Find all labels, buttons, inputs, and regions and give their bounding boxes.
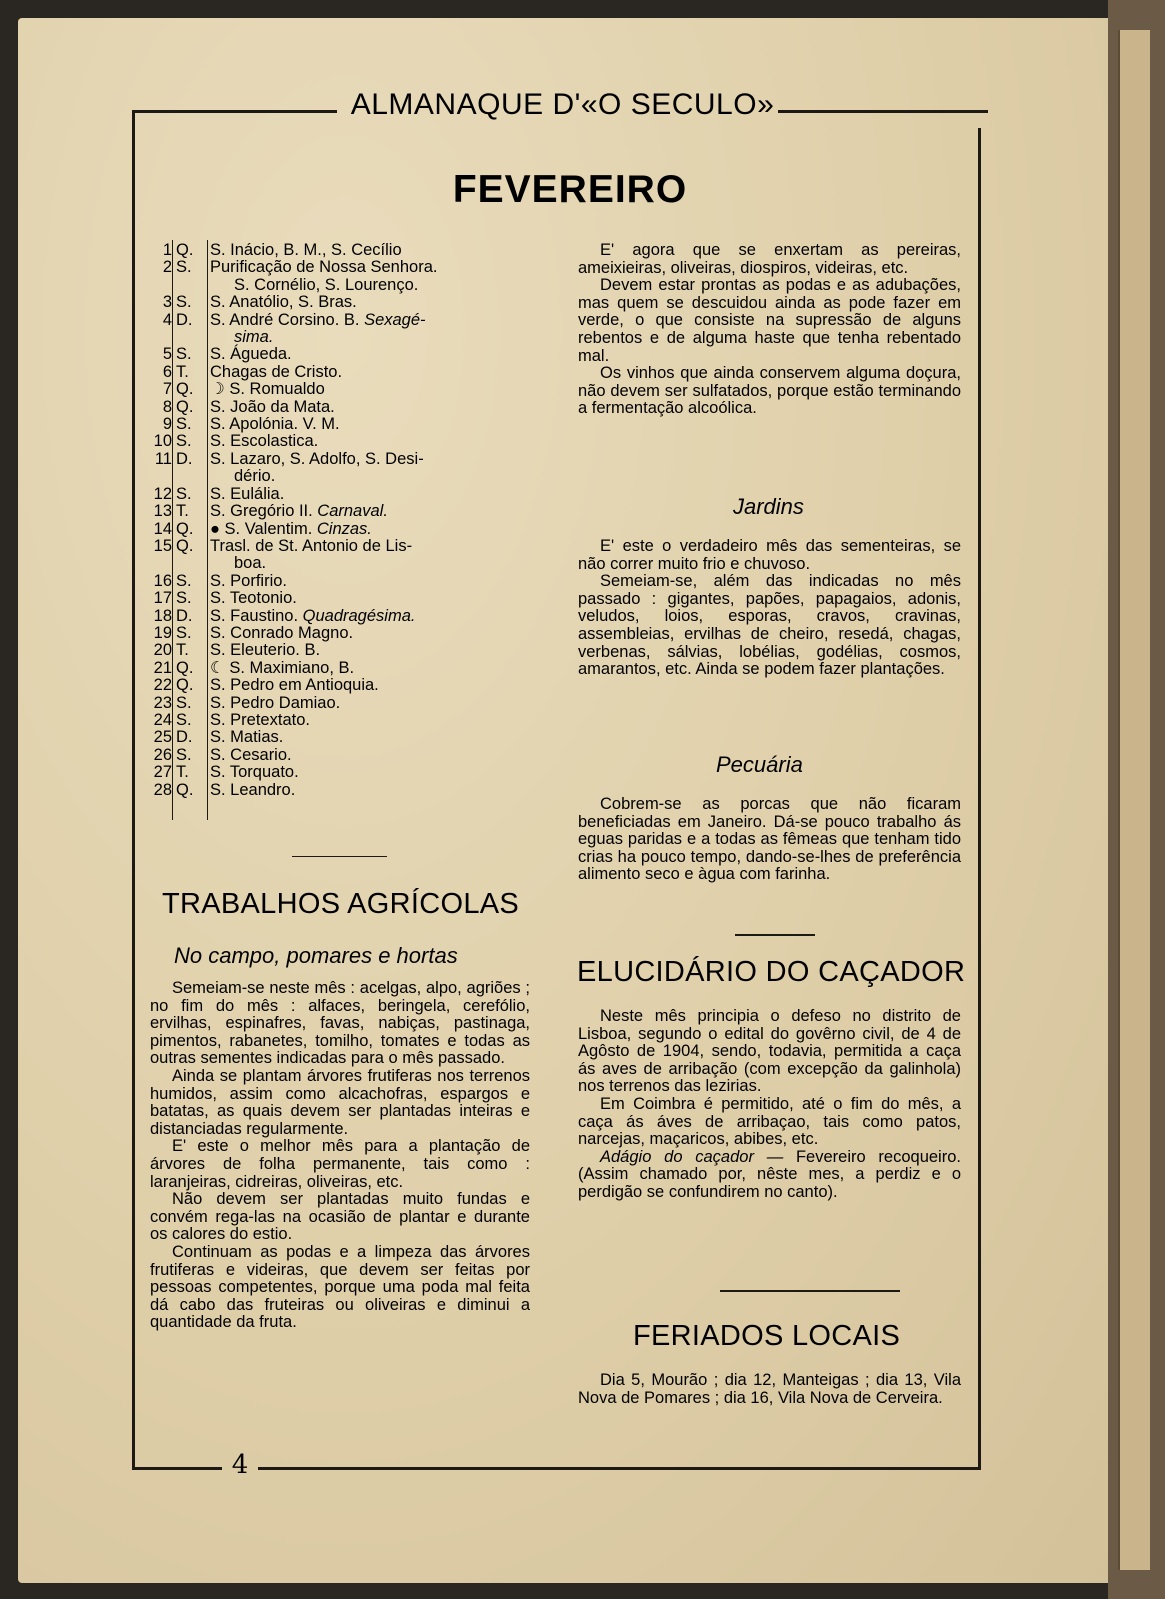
saint-text: S. Pedro em Antioquia. [210, 676, 379, 695]
jardins-heading: Jardins [733, 494, 804, 519]
section-rule [292, 856, 387, 857]
calendar-row [148, 521, 543, 538]
calendar-row [148, 782, 543, 799]
paragraph: Não devem ser plantadas muito fundas e convém rega-las na ocasião de plantar e durante os calores do estio. [150, 1190, 530, 1244]
day-number: 12 [153, 484, 172, 503]
saint-text: S. Torquato. [210, 763, 299, 782]
weekday-letter: T. [176, 763, 189, 782]
saint-continuation: sima. [234, 328, 274, 347]
feast-name: Quadragésima. [302, 606, 416, 625]
saint-text: S. Leandro. [210, 780, 296, 799]
saint-entry [210, 381, 543, 398]
calendar-row [148, 625, 543, 642]
calendar-row [148, 660, 543, 677]
saint-entry [210, 503, 543, 520]
calendar-row [148, 503, 543, 520]
page-number: 4 [231, 1450, 249, 1480]
adagio-label: Adágio do caçador — [600, 1147, 784, 1166]
paragraph: E' este o melhor mês para a plantação de árvores de folha permanente, tais como : laranjeiras, cidreiras, oliveiras, etc. [150, 1137, 530, 1191]
day-number: 6 [162, 362, 172, 381]
saint-entry [210, 729, 543, 746]
saint-text: S. André Corsino. B. [210, 310, 365, 329]
frame-rule [132, 1467, 222, 1470]
weekday-letter: T. [176, 362, 189, 381]
paragraph: Devem estar prontas as podas e as adubações, mas quem se descuidou ainda as pode fazer em verde, o que consiste na supressão de alguns rebentos e de alguma haste que tenha rebentado mal. [578, 276, 961, 365]
saint-continuation: dério. [234, 467, 276, 486]
saint-entry [210, 608, 543, 625]
day-number: 13 [153, 502, 172, 521]
weekday-letter: S. [176, 432, 192, 451]
weekday-letter: S. [176, 745, 192, 764]
weekday-letter: D. [176, 449, 193, 468]
day-number: 25 [153, 728, 172, 747]
calendar-row [148, 729, 543, 746]
saint-text: S. Lazaro, S. Adolfo, S. Desi- [210, 449, 424, 468]
weekday-letter: Q. [176, 780, 194, 799]
saint-entry [210, 538, 543, 555]
intro-paragraphs [578, 242, 961, 418]
calendar-row [148, 294, 543, 311]
day-number: 27 [153, 763, 172, 782]
calendar-row [148, 764, 543, 781]
frame-rule [132, 110, 135, 1470]
calendar-row [148, 486, 543, 503]
jardins-paragraphs [578, 538, 961, 679]
saint-entry [210, 294, 543, 311]
weekday-letter: S. [176, 571, 192, 590]
day-number: 1 [162, 241, 172, 259]
saint-entry [210, 695, 543, 712]
weekday-letter: S. [176, 693, 192, 712]
calendar-row [148, 695, 543, 712]
saint-text: ☽ S. Romualdo [210, 380, 325, 399]
saint-text: ☾ S. Maximiano, B. [210, 658, 355, 677]
day-number: 23 [153, 693, 172, 712]
paragraph: Neste mês principia o defeso no distrito de Lisboa, segundo o edital do govêrno civil, de 4 de Agôsto de 1904, sendo, todavia, permitida a caça ás aves de arribação (com excepção da galinhola) nos terrenos das lezirias. [578, 1007, 961, 1096]
calendar-row [148, 642, 543, 659]
saint-entry [210, 399, 543, 416]
saint-text: Trasl. de St. Antonio de Lis- [210, 536, 413, 555]
saint-text: S. Teotonio. [210, 589, 297, 608]
weekday-letter: S. [176, 258, 192, 277]
saint-entry [210, 521, 543, 538]
calendar-row [148, 259, 543, 294]
weekday-letter: D. [176, 310, 193, 329]
day-number: 18 [153, 606, 172, 625]
saint-entry [210, 573, 543, 590]
next-page-edge [1118, 30, 1150, 1570]
day-number: 4 [162, 310, 172, 329]
saint-entry [210, 312, 543, 329]
feriados-heading: FERIADOS LOCAIS [633, 1320, 901, 1352]
calendar-row [148, 346, 543, 363]
saint-continuation: boa. [234, 554, 267, 573]
saint-text: S. Pretextato. [210, 710, 310, 729]
weekday-letter: S. [176, 415, 192, 434]
paragraph: Em Coimbra é permitido, até o fim do mês, a caça ás áves de arribaçao, tais como patos, narcejas, maçaricos, abibes, etc. [578, 1094, 961, 1149]
day-number: 26 [153, 745, 172, 764]
trabalhos-paragraphs [150, 980, 530, 1332]
weekday-letter: Q. [176, 536, 194, 555]
day-number: 11 [154, 449, 172, 468]
saint-text: S. Eulália. [210, 484, 285, 503]
day-number: 14 [153, 519, 172, 538]
saint-entry [210, 782, 543, 799]
day-number: 8 [162, 397, 172, 416]
paragraph: E' este o verdadeiro mês das sementeiras, se não correr muito frio e chuvoso. [578, 537, 961, 573]
saint-entry [210, 660, 543, 677]
feast-name: Cinzas. [316, 519, 372, 538]
weekday-letter: Q. [176, 519, 194, 538]
calendar-row [148, 590, 543, 607]
weekday-letter: S. [176, 623, 192, 642]
saint-entry [210, 642, 543, 659]
feriados-paragraph: Dia 5, Mourão ; dia 12, Manteigas ; dia 13, Vila Nova de Pomares ; dia 16, Vila Nova de Cerveira. [578, 1371, 961, 1407]
saint-text: S. Escolastica. [210, 432, 319, 451]
calendar-row [148, 433, 543, 450]
paragraph: Cobrem-se as porcas que não ficaram beneficiadas em Janeiro. Dá-se pouco trabalho ás eguas paridas e a todas as fêmeas que tenham tido crias ha pouco tempo, dando-se-lhes de preferência alimento seco e àgua com farinha. [578, 795, 961, 884]
weekday-letter: Q. [176, 676, 194, 695]
paragraph: Semeiam-se neste mês : acelgas, alpo, agriões ; no fim do mês : alfaces, beringela, cerefólio, ervilhas, espinafres, favas, nabiças, pastinaga, pimentos, rabanetes, tomilho, tomates e todas as outras sementes indicadas para o mês passado. [150, 979, 530, 1068]
saint-entry [210, 590, 543, 607]
weekday-letter: Q. [176, 241, 194, 259]
trabalhos-heading: TRABALHOS AGRÍCOLAS [162, 888, 520, 920]
weekday-letter: Q. [176, 658, 194, 677]
paragraph: Os vinhos que ainda conservem alguma doçura, não devem ser sulfatados, porque estão terminando a fermentação alcoólica. [578, 364, 961, 418]
calendar-list [148, 242, 543, 799]
saint-entry [210, 451, 543, 468]
saint-text: Purificação de Nossa Senhora. [210, 258, 438, 277]
saint-entry [210, 764, 543, 781]
saint-text: S. Matias. [210, 728, 284, 747]
paragraph: Continuam as podas e a limpeza das árvores frutiferas e videiras, que devem ser feitas por pessoas competentes, porque uma poda mal feita dá cabo das fruteiras ou oliveiras e diminui a quantidade da fruta. [150, 1242, 530, 1332]
saint-text: S. Porfirio. [210, 571, 288, 590]
day-number: 3 [162, 293, 172, 312]
calendar-row [148, 573, 543, 590]
section-rule [735, 934, 815, 936]
adagio-paragraph [578, 1149, 961, 1202]
weekday-letter: Q. [176, 397, 194, 416]
feast-name: Sexagé- [364, 310, 426, 329]
saint-entry [210, 242, 543, 259]
calendar-row [148, 712, 543, 729]
day-number: 2 [162, 258, 172, 277]
weekday-letter: T. [176, 641, 189, 660]
saint-entry [210, 677, 543, 694]
pecuaria-paragraphs [578, 796, 961, 884]
day-number: 5 [162, 345, 172, 364]
elucidario-heading: ELUCIDÁRIO DO CAÇADOR [577, 956, 966, 988]
saint-entry [210, 416, 543, 433]
trabalhos-subheading: No campo, pomares e hortas [174, 943, 458, 968]
calendar-row [148, 416, 543, 433]
month-title: FEVEREIRO [452, 168, 688, 211]
elucidario-paragraphs [578, 1008, 961, 1202]
day-number: 24 [153, 710, 172, 729]
saint-text: S. Gregório II. [210, 502, 318, 521]
day-number: 10 [153, 432, 172, 451]
adagio-text: Fevereiro recoqueiro. (Assim chamado por, nêste mes, a perdiz e o perdigão se confundirem no canto). [578, 1147, 961, 1201]
saint-text: ● S. Valentim. [210, 519, 317, 538]
calendar-row [148, 399, 543, 416]
day-number: 19 [153, 623, 172, 642]
saint-text: S. Faustino. [210, 606, 303, 625]
saint-text: S. Conrado Magno. [210, 623, 354, 642]
weekday-letter: S. [176, 345, 192, 364]
paragraph: E' agora que se enxertam as pereiras, ameixieiras, oliveiras, diospiros, videiras, etc. [578, 241, 961, 277]
weekday-letter: T. [176, 502, 189, 521]
calendar-row [148, 364, 543, 381]
weekday-letter: S. [176, 293, 192, 312]
day-number: 15 [153, 536, 172, 555]
saint-text: S. Cesario. [210, 745, 292, 764]
calendar-row [148, 242, 543, 259]
calendar-row [148, 538, 543, 573]
frame-rule [258, 1467, 981, 1470]
saint-entry [210, 625, 543, 642]
calendar-row [148, 451, 543, 486]
weekday-letter: D. [176, 728, 193, 747]
frame-rule [778, 110, 988, 113]
frame-rule [978, 128, 981, 1470]
weekday-letter: Q. [176, 380, 194, 399]
day-number: 16 [153, 571, 172, 590]
saint-entry [210, 433, 543, 450]
day-number: 17 [153, 589, 172, 608]
section-rule [720, 1290, 900, 1292]
saint-entry [210, 486, 543, 503]
saint-entry [210, 747, 543, 764]
calendar-row [148, 677, 543, 694]
day-number: 21 [153, 658, 172, 677]
running-header: ALMANAQUE D'«O SECULO» [350, 88, 775, 121]
saint-continuation: S. Cornélio, S. Lourenço. [234, 275, 419, 294]
saint-text: Chagas de Cristo. [210, 362, 343, 381]
saint-entry [210, 712, 543, 729]
calendar-row [148, 747, 543, 764]
day-number: 22 [153, 676, 172, 695]
frame-rule [132, 110, 337, 113]
day-number: 9 [162, 415, 172, 434]
weekday-letter: S. [176, 484, 192, 503]
saint-text: S. Apolónia. V. M. [210, 415, 340, 434]
paragraph: Semeiam-se, além das indicadas no mês passado : gigantes, papões, papagaios, adonis, veludos, loios, esporas, cravos, cravinas, assembleias, ervilhas de cheiro, resedá, chagas, verbenas, sálvias, lobélias, godélias, cosmos, amarantos, etc. Ainda se podem fazer plantações. [578, 572, 961, 679]
paragraph: Ainda se plantam árvores frutiferas nos terrenos humidos, assim como alcachofras, espargos e batatas, as quais devem ser plantadas inteiras e distanciadas regularmente. [150, 1066, 530, 1138]
feriados-text [578, 1372, 961, 1407]
saint-text: S. Inácio, B. M., S. Cecílio [210, 241, 402, 259]
saint-entry [210, 346, 543, 363]
day-number: 20 [153, 641, 172, 660]
weekday-letter: S. [176, 589, 192, 608]
calendar-row [148, 381, 543, 398]
feast-name: Carnaval. [317, 502, 388, 521]
saint-text: S. Anatólio, S. Bras. [210, 293, 357, 312]
pecuaria-heading: Pecuária [716, 752, 803, 777]
day-number: 28 [153, 780, 172, 799]
day-number: 7 [162, 380, 172, 399]
calendar-row [148, 608, 543, 625]
saint-text: S. João da Mata. [210, 397, 335, 416]
saint-entry [210, 364, 543, 381]
saint-entry [210, 259, 543, 276]
weekday-letter: S. [176, 710, 192, 729]
saint-text: S. Pedro Damiao. [210, 693, 341, 712]
saint-text: S. Eleuterio. B. [210, 641, 321, 660]
weekday-letter: D. [176, 606, 193, 625]
calendar-row [148, 312, 543, 347]
saint-text: S. Águeda. [210, 345, 292, 364]
